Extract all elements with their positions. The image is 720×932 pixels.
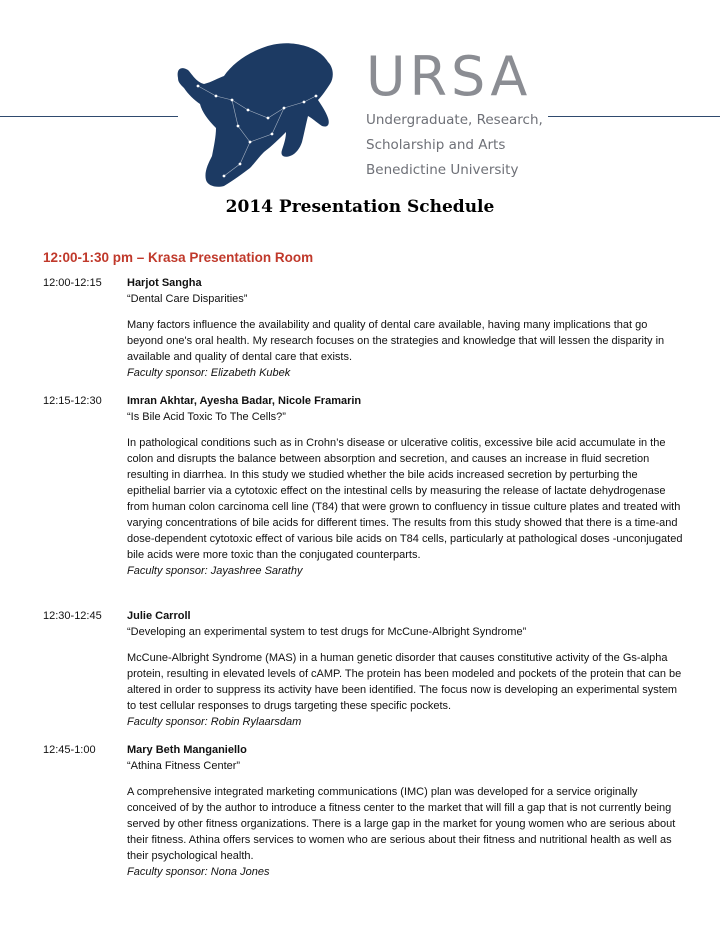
- logo-text: URSA: [366, 45, 532, 108]
- logo-line-2: Scholarship and Arts: [366, 137, 506, 153]
- presentation-abstract: Many factors influence the availability and quality of dental care available, having many implications that go beyond one's oral health. My research focuses on the strategies and knowledge that will lessen the disparity in available and quality of dental care that exists.: [127, 319, 665, 363]
- presenter-names: Harjot Sangha: [127, 277, 202, 289]
- presentation-abstract: In pathological conditions such as in Crohn’s disease or ulcerative colitis, excessive bile acid accumulate in the colon and disrupts the balance between absorption and secretion, and causes an increase in fluid secretion resulting in diarrhea. In this study we studied whether the bile acids increased secretion by perturbing the epithelial barrier via a cytotoxic effect on the intestinal cells by measuring the release of lactate dehydrogenase from human colon carcinoma cell line (T84) that were grown to confluency in tissue culture plates and treated with varying concentrations of bile acids for different times. The results from this study showed that there is a time-and dose-dependent cytotoxic effect of various bile acids on T84 cells, particularly at pathological doses -unconjugated bile acids were more toxic than the conjugated counterparts.: [127, 437, 683, 561]
- page-title: 2014 Presentation Schedule: [225, 197, 495, 217]
- faculty-sponsor: Faculty sponsor: Robin Rylaarsdam: [127, 716, 302, 728]
- session-heading: 12:00-1:30 pm – Krasa Presentation Room: [43, 250, 314, 265]
- time-slot: 12:45-1:00: [43, 744, 96, 756]
- ursa-bear-logo-icon: [176, 38, 338, 188]
- presentation-abstract: A comprehensive integrated marketing communications (IMC) plan was developed for a service originally conceived of by the author to introduce a fitness center to the market that will fill a gap that is not currently being served by other fitness organizations. There is a large gap in the market for young women who are serious about their fitness. Athina offers services to women who are serious about their fitness and nutritional health as well as their psychological health.: [127, 786, 676, 862]
- presentation-entry: [43, 742, 683, 880]
- ursa-wordmark: [366, 45, 543, 183]
- time-slot: 12:15-12:30: [43, 395, 102, 407]
- logo-line-1: Undergraduate, Research,: [366, 112, 543, 128]
- logo-line-3: Benedictine University: [366, 162, 519, 178]
- time-slot: 12:30-12:45: [43, 610, 102, 622]
- header-rule-right: [548, 116, 720, 117]
- presentation-title: “Developing an experimental system to test drugs for McCune-Albright Syndrome”: [127, 626, 527, 638]
- presentation-abstract: McCune-Albright Syndrome (MAS) in a human genetic disorder that causes constitutive activity of the Gs-alpha protein, resulting in elevated levels of cAMP. The protein has been modeled and pockets of the protein that can be altered in order to suppress its activity have been identified. The focus now is developing an experimental system to test cellular responses to drugs targeting these specific pockets.: [127, 652, 682, 712]
- presenter-names: Julie Carroll: [127, 610, 191, 622]
- faculty-sponsor: Faculty sponsor: Elizabeth Kubek: [127, 367, 291, 379]
- presentation-title: “Athina Fitness Center”: [127, 760, 241, 772]
- presentation-title: “Dental Care Disparities”: [127, 293, 248, 305]
- faculty-sponsor: Faculty sponsor: Jayashree Sarathy: [127, 565, 303, 577]
- presentation-entry: [43, 608, 683, 730]
- header: [0, 0, 720, 190]
- presentation-entry: [43, 275, 683, 381]
- time-slot: 12:00-12:15: [43, 277, 102, 289]
- presenter-names: Imran Akhtar, Ayesha Badar, Nicole Framarin: [127, 395, 362, 407]
- presentation-title: “Is Bile Acid Toxic To The Cells?”: [127, 411, 286, 423]
- presentation-entry: [43, 393, 683, 579]
- header-rule-left: [0, 116, 178, 117]
- presenter-names: Mary Beth Manganiello: [127, 744, 247, 756]
- faculty-sponsor: Faculty sponsor: Nona Jones: [127, 866, 270, 878]
